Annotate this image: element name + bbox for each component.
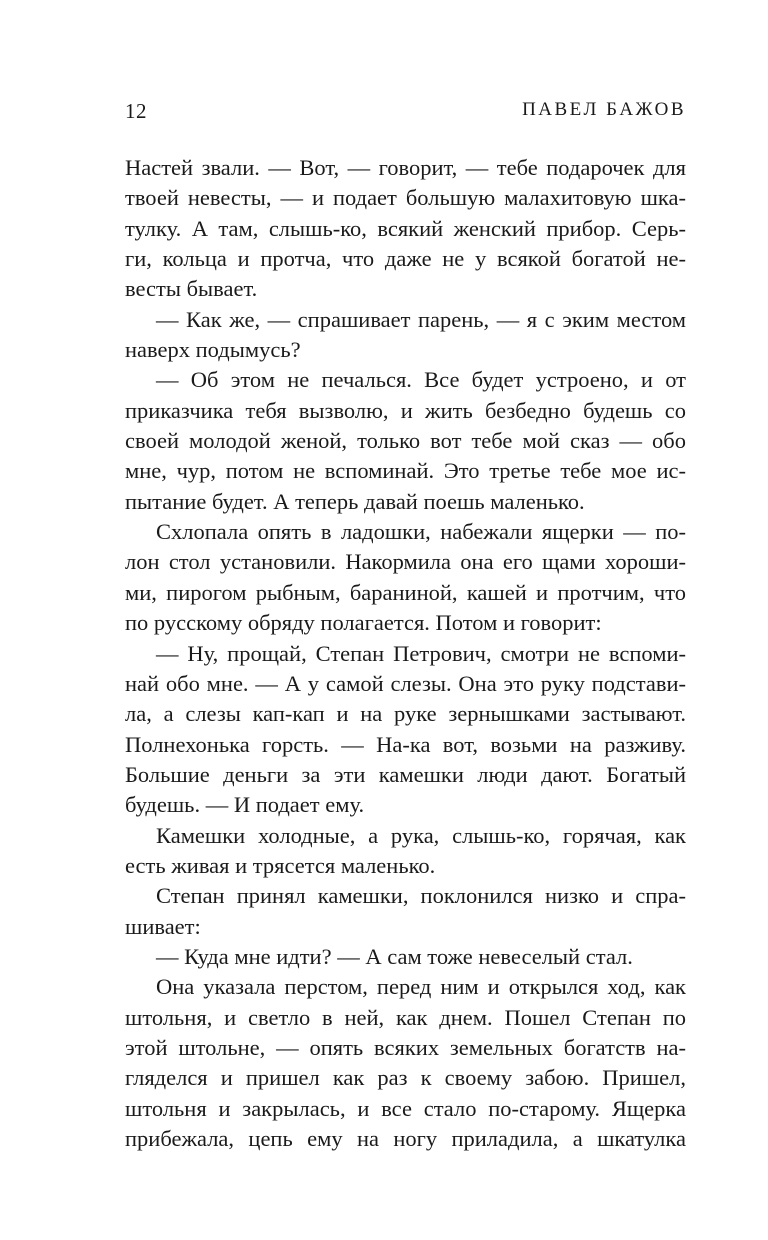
text-line: прибежала, цепь ему на ногу приладила, а шкатулка xyxy=(125,1126,686,1151)
text-line: Полнехонька горсть. — На-ка вот, возьми на разживу. xyxy=(125,731,686,757)
text-line: своей молодой женой, только вот тебе мой сказ — обо xyxy=(125,428,686,454)
text-line: штольня, и светло в ней, как днем. Пошел Степан по xyxy=(125,1004,686,1030)
text-line: лон стол установили. Накормила она его щами хороши- xyxy=(125,549,686,575)
body-text xyxy=(125,153,686,1154)
text-line: приказчика тебя вызволю, и жить безбедно будешь со xyxy=(125,397,686,423)
text-line: весты бывает. xyxy=(125,276,258,302)
page-number: 12 xyxy=(125,99,147,123)
text-line: ми, пирогом рыбным, бараниной, кашей и протчим, что xyxy=(125,579,686,605)
text-line: Степан принял камешки, поклонился низко и спра- xyxy=(156,883,686,909)
text-line: тулку. А там, слышь-ко, всякий женский прибор. Серь- xyxy=(125,215,686,241)
text-line: Схлопала опять в ладошки, набежали ящерки — по- xyxy=(156,519,686,545)
text-line: по русскому обряду полагается. Потом и говорит: xyxy=(125,610,602,636)
text-line: твоей невесты, — и подает большую малахитовую шка- xyxy=(125,185,686,211)
text-line: ла, а слезы кап-кап и на руке зернышками застывают. xyxy=(125,701,686,727)
text-line: ги, кольца и протча, что даже не у всякой богатой не- xyxy=(125,246,686,272)
text-line: Она указала перстом, перед ним и открылся ход, как xyxy=(156,974,686,1000)
text-line: Большие деньги за эти камешки люди дают. Богатый xyxy=(125,761,686,787)
text-line: Камешки холодные, а рука, слышь-ко, горячая, как xyxy=(156,822,686,848)
running-head: ПАВЕЛ БАЖОВ xyxy=(522,99,686,120)
text-line: есть живая и трясется маленько. xyxy=(125,852,436,878)
text-line: мне, чур, потом не вспоминай. Это третье тебе мое ис- xyxy=(125,458,686,484)
text-line: шивает: xyxy=(125,913,201,939)
text-line: этой штольне, — опять всяких земельных богатств на- xyxy=(125,1034,686,1060)
text-line: — Ну, прощай, Степан Петрович, смотри не вспоми- xyxy=(156,640,686,666)
text-line: — Об этом не печалься. Все будет устроено, и от xyxy=(156,367,686,393)
text-line: штольня и закрылась, и все стало по-старому. Ящерка xyxy=(125,1095,686,1121)
text-line: — Как же, — спрашивает парень, — я с эким местом xyxy=(156,306,686,332)
text-line: — Куда мне идти? — А сам тоже невеселый стал. xyxy=(156,943,633,969)
text-line: наверх подымусь? xyxy=(125,337,301,363)
text-line: пытание будет. А теперь давай поешь маленько. xyxy=(125,488,585,514)
text-line: най обо мне. — А у самой слезы. Она это руку подстави- xyxy=(125,670,686,696)
text-line: Настей звали. — Вот, — говорит, — тебе подарочек для xyxy=(125,155,686,180)
text-line: гляделся и пришел как раз к своему забою. Пришел, xyxy=(125,1065,686,1091)
text-line: будешь. — И подает ему. xyxy=(125,792,365,818)
